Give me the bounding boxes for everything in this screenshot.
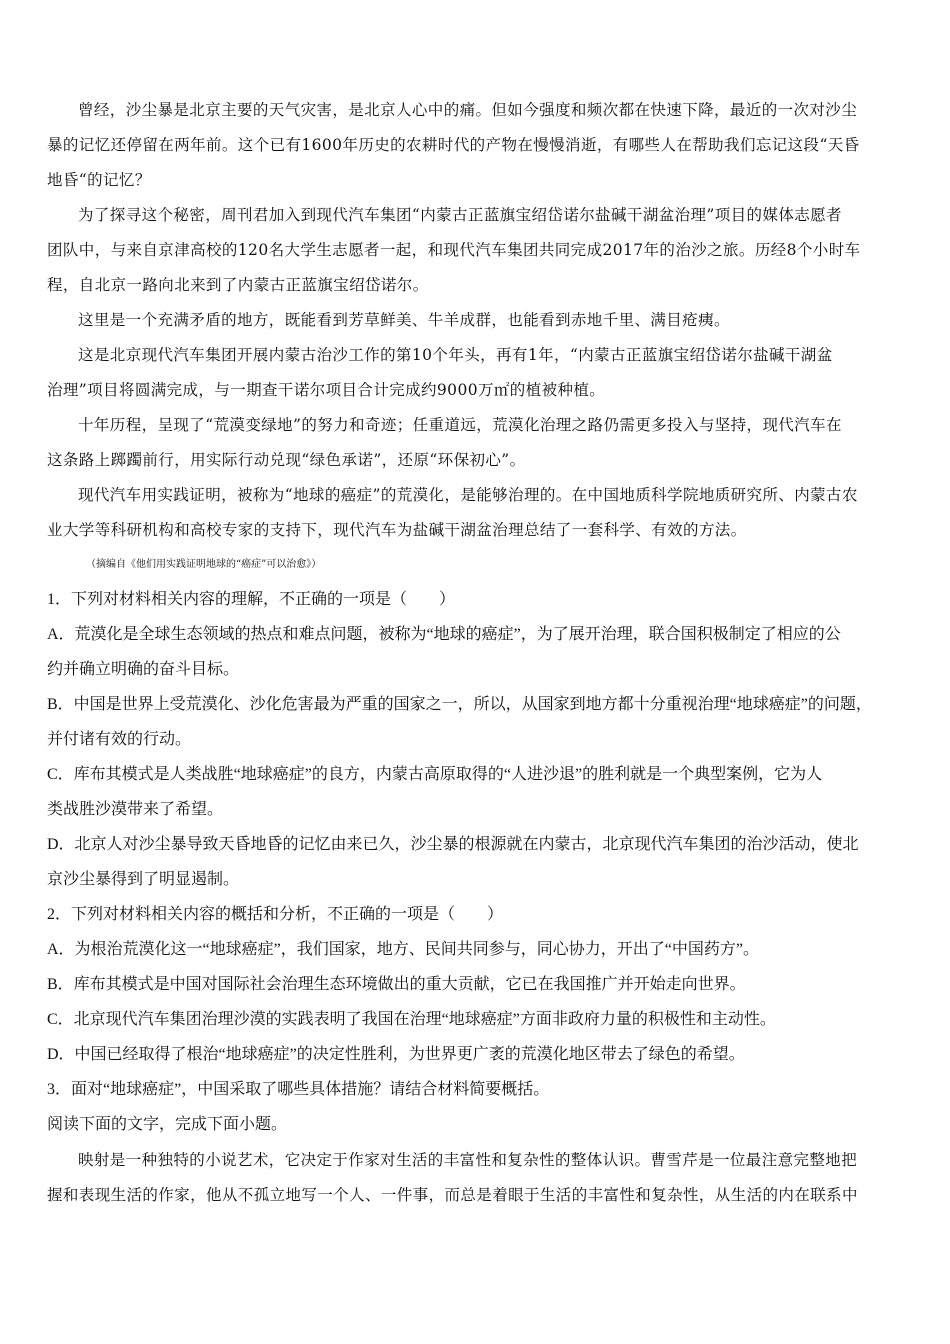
- question-1-option-c: C．库布其模式是人类战胜“地球癌症”的良方，内蒙古高原取得的“人进沙退”的胜利就是一个典型案例，它为人: [47, 766, 823, 783]
- question-3: 3．面对“地球癌症”，中国采取了哪些具体措施？请结合材料简要概括。: [47, 1081, 550, 1098]
- paragraph-line: 这条路上踯躅前行，用实际行动兑现“绿色承诺”，还原“环保初心”。: [47, 451, 526, 469]
- question-2: 2．下列对材料相关内容的概括和分析，不正确的一项是（ ）: [47, 906, 504, 923]
- question-2-option-b: B．库布其模式是中国对国际社会治理生态环境做出的重大贡献，它已在我国推广并开始走向世界。: [47, 976, 746, 993]
- paragraph-line: 现代汽车用实践证明，被称为“地球的癌症”的荒漠化，是能够治理的。在中国地质科学院地质研究所、内蒙古农: [78, 486, 858, 504]
- paragraph-line: 程，自北京一路向北来到了内蒙古正蓝旗宝绍岱诺尔。: [47, 276, 429, 294]
- question-1-option-d-cont: 京沙尘暴得到了明显遏制。: [47, 871, 240, 888]
- question-2-option-d: D．中国已经取得了根治“地球癌症”的决定性胜利，为世界更广袤的荒漠化地区带去了绿色的希望。: [47, 1046, 745, 1063]
- paragraph-line: 治理”项目将圆满完成，与一期查干诺尔项目合计完成约9000万㎡的植被种植。: [47, 381, 606, 399]
- question-1-option-c-cont: 类战胜沙漠带来了希望。: [47, 801, 224, 818]
- paragraph-line: 地昏“的记忆？: [47, 171, 151, 189]
- paragraph-line: 十年历程，呈现了“荒漠变绿地”的努力和奇迹；任重道远，荒漠化治理之路仍需更多投入与坚持，现代汽车在: [78, 416, 842, 434]
- question-1-option-a-cont: 约并确立明确的奋斗目标。: [47, 661, 240, 678]
- question-1-option-b-cont: 并付诸有效的行动。: [47, 731, 192, 748]
- paragraph-line: 这是北京现代汽车集团开展内蒙古治沙工作的第10个年头，再有1年，“内蒙古正蓝旗宝绍岱诺尔盐碱干湖盆: [78, 346, 833, 364]
- reading-instruction: 阅读下面的文字，完成下面小题。: [47, 1116, 288, 1133]
- paragraph-line: 这里是一个充满矛盾的地方，既能看到芳草鲜美、牛羊成群，也能看到赤地千里、满目疮痍。: [78, 311, 730, 329]
- question-1-option-a: A．荒漠化是全球生态领域的热点和难点问题，被称为“地球的癌症”，为了展开治理，联合国积极制定了相应的公: [47, 626, 841, 643]
- paragraph-line: 为了探寻这个秘密，周刊君加入到现代汽车集团“内蒙古正蓝旗宝绍岱诺尔盐碱干湖盆治理”项目的媒体志愿者: [78, 206, 842, 224]
- paragraph-line: 团队中，与来自京津高校的120名大学生志愿者一起，和现代汽车集团共同完成2017年的治沙之旅。历经8个小时车: [47, 241, 861, 259]
- paragraph-line: 握和表现生活的作家，他从不孤立地写一个人、一件事，而总是着眼于生活的丰富性和复杂性，从生活的内在联系中: [47, 1186, 858, 1204]
- paragraph-line: 曾经，沙尘暴是北京主要的天气灾害，是北京人心中的痛。但如今强度和频次都在快速下降，最近的一次对沙尘: [78, 101, 858, 119]
- paragraph-line: 暴的记忆还停留在两年前。这个已有1600年历史的农耕时代的产物在慢慢消逝，有哪些人在帮助我们忘记这段“天昏: [47, 136, 860, 154]
- question-2-option-c: C．北京现代汽车集团治理沙漠的实践表明了我国在治理“地球癌症”方面非政府力量的积极性和主动性。: [47, 1011, 776, 1028]
- paragraph-line: 映射是一种独特的小说艺术，它决定于作家对生活的丰富性和复杂性的整体认识。曹雪芹是一位最注意完整地把: [78, 1151, 858, 1169]
- question-2-option-a: A．为根治荒漠化这一“地球癌症”，我们国家，地方、民间共同参与，同心协力，开出了“中国药方”。: [47, 941, 759, 958]
- paragraph-line: 业大学等科研机构和高校专家的支持下，现代汽车为盐碱干湖盆治理总结了一套科学、有效的方法。: [47, 521, 747, 539]
- question-1-option-d: D．北京人对沙尘暴导致天昏地昏的记忆由来已久，沙尘暴的根源就在内蒙古，北京现代汽车集团的治沙活动，使北: [47, 836, 859, 853]
- question-1: 1．下列对材料相关内容的理解，不正确的一项是（ ）: [47, 591, 456, 608]
- question-1-option-b: B．中国是世界上受荒漠化、沙化危害最为严重的国家之一，所以，从国家到地方都十分重视治理“地球癌症”的问题，: [47, 696, 872, 713]
- source-citation: （摘编自《他们用实践证明地球的“癌症”可以治愈》）: [86, 559, 322, 570]
